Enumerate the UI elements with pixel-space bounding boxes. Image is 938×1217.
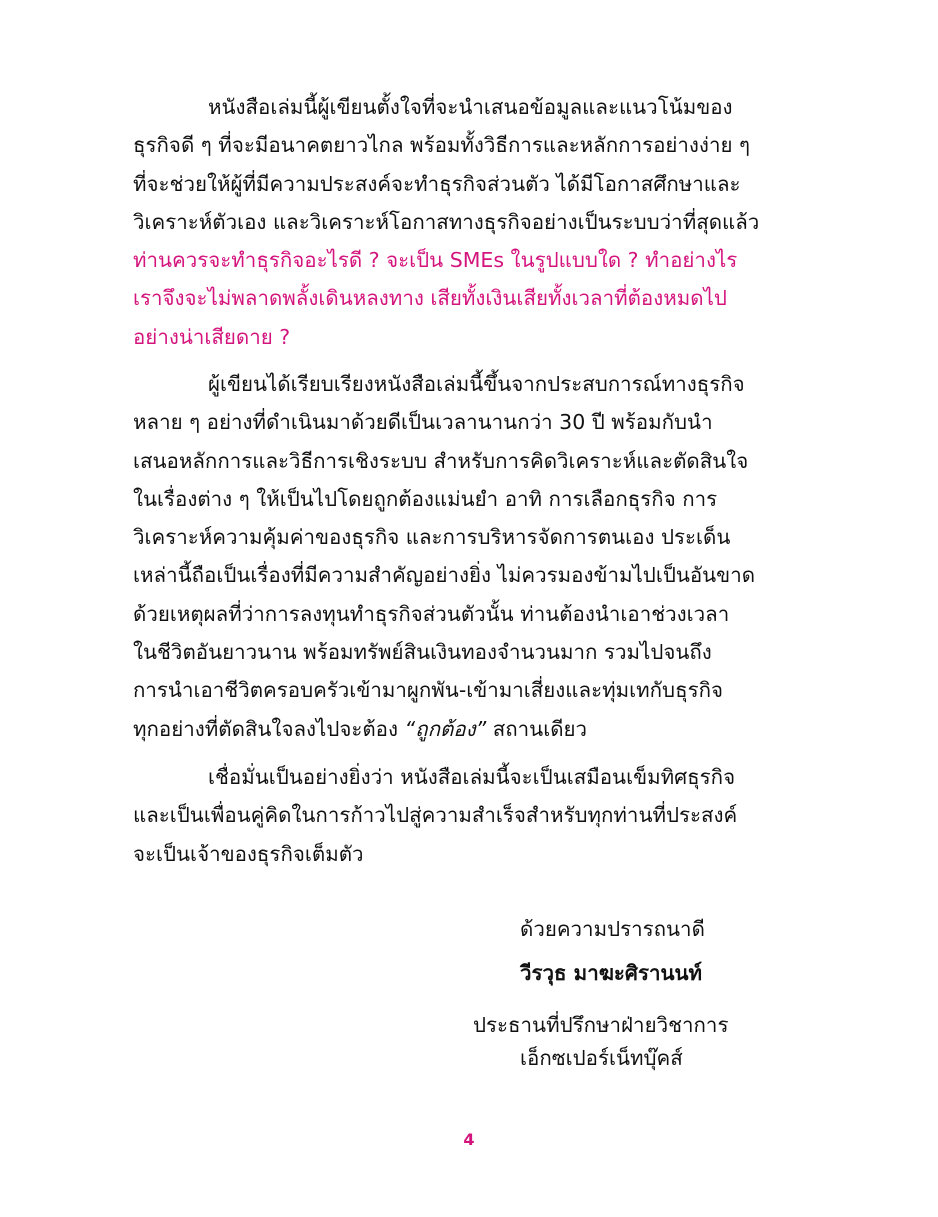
author-title: ประธานที่ปรึกษาฝ่ายวิชาการ (473, 1013, 729, 1037)
author-name: วีรวุธ มาฆะศิรานนท์ (520, 961, 703, 985)
highlighted-question-line: เราจึงจะไม่พลาดพลั้งเดินหลงทาง เสียทั้งเงินเสียทั้งเวลาที่ต้องหมดไป (133, 286, 727, 311)
paragraph-line: ด้วยเหตุผลที่ว่าการลงทุนทำธุรกิจส่วนตัวนั้น ท่านต้องนำเอาช่วงเวลา (133, 601, 730, 626)
paragraph-line: วิเคราะห์ตัวเอง และวิเคราะห์โอกาสทางธุรกิจอย่างเป็นระบบว่าที่สุดแล้ว (133, 209, 760, 234)
paragraph-1 (133, 88, 793, 356)
line-suffix: สถานเดียว (486, 716, 588, 741)
paragraph-line: วิเคราะห์ความคุ้มค่าของธุรกิจ และการบริหารจัดการตนเอง ประเด็น (133, 525, 731, 550)
publisher-name: เอ็กซเปอร์เน็ทบุ๊คส์ (520, 1046, 683, 1070)
paragraph-line: การนำเอาชีวิตครอบครัวเข้ามาผูกพัน-เข้ามาเสี่ยงและทุ่มเทกับธุรกิจ (133, 678, 724, 703)
paragraph-line: และเป็นเพื่อนคู่คิดในการก้าวไปสู่ความสำเร็จสำหรับทุกท่านที่ประสงค์ (133, 803, 738, 828)
paragraph-line: ธุรกิจดี ๆ ที่จะมีอนาคตยาวไกล พร้อมทั้งวิธีการและหลักการอย่างง่าย ๆ (133, 133, 750, 158)
paragraph-line: จะเป็นเจ้าของธุรกิจเต็มตัว (133, 841, 364, 866)
paragraph-line: ที่จะช่วยให้ผู้ที่มีความประสงค์จะทำธุรกิจส่วนตัว ได้มีโอกาสศึกษาและ (133, 171, 741, 196)
line-prefix: ทุกอย่างที่ตัดสินใจลงไปจะต้อง (133, 716, 405, 741)
highlighted-question-line: ท่านควรจะทำธุรกิจอะไรดี ? จะเป็น SMEs ในรูปแบบใด ? ทำอย่างไร (133, 248, 738, 273)
paragraph-line: หนังสือเล่มนี้ผู้เขียนตั้งใจที่จะนำเสนอข้อมูลและแนวโน้มของ (208, 95, 733, 119)
paragraph-line: ในชีวิตอันยาวนาน พร้อมทรัพย์สินเงินทองจำนวนมาก รวมไปจนถึง (133, 640, 712, 665)
paragraph-3 (133, 758, 793, 873)
paragraph-line: เชื่อมั่นเป็นอย่างยิ่งว่า หนังสือเล่มนี้จะเป็นเสมือนเข็มทิศธุรกิจ (208, 765, 736, 789)
paragraph-line: ผู้เขียนได้เรียบเรียงหนังสือเล่มนี้ขึ้นจากประสบการณ์ทางธุรกิจ (208, 372, 745, 396)
paragraph-line: ในเรื่องต่าง ๆ ให้เป็นไปโดยถูกต้องแม่นยำ อาทิ การเลือกธุรกิจ การ (133, 486, 718, 511)
paragraph-line: เสนอหลักการและวิธีการเชิงระบบ สำหรับการคิดวิเคราะห์และตัดสินใจ (133, 448, 749, 473)
emphasis-quote: “ถูกต้อง” (404, 716, 487, 741)
highlighted-question-line: อย่างน่าเสียดาย ? (133, 324, 291, 349)
paragraph-line: หลาย ๆ อย่างที่ดำเนินมาด้วยดีเป็นเวลานานกว่า 30 ปี พร้อมกับนำ (133, 410, 713, 435)
paragraph-2 (133, 365, 793, 748)
closing-salutation: ด้วยความปรารถนาดี (520, 917, 705, 941)
page-number: 4 (463, 1130, 475, 1149)
paragraph-line-last (133, 710, 793, 748)
paragraph-line: เหล่านี้ถือเป็นเรื่องที่มีความสำคัญอย่างยิ่ง ไม่ควรมองข้ามไปเป็นอันขาด (133, 563, 756, 588)
